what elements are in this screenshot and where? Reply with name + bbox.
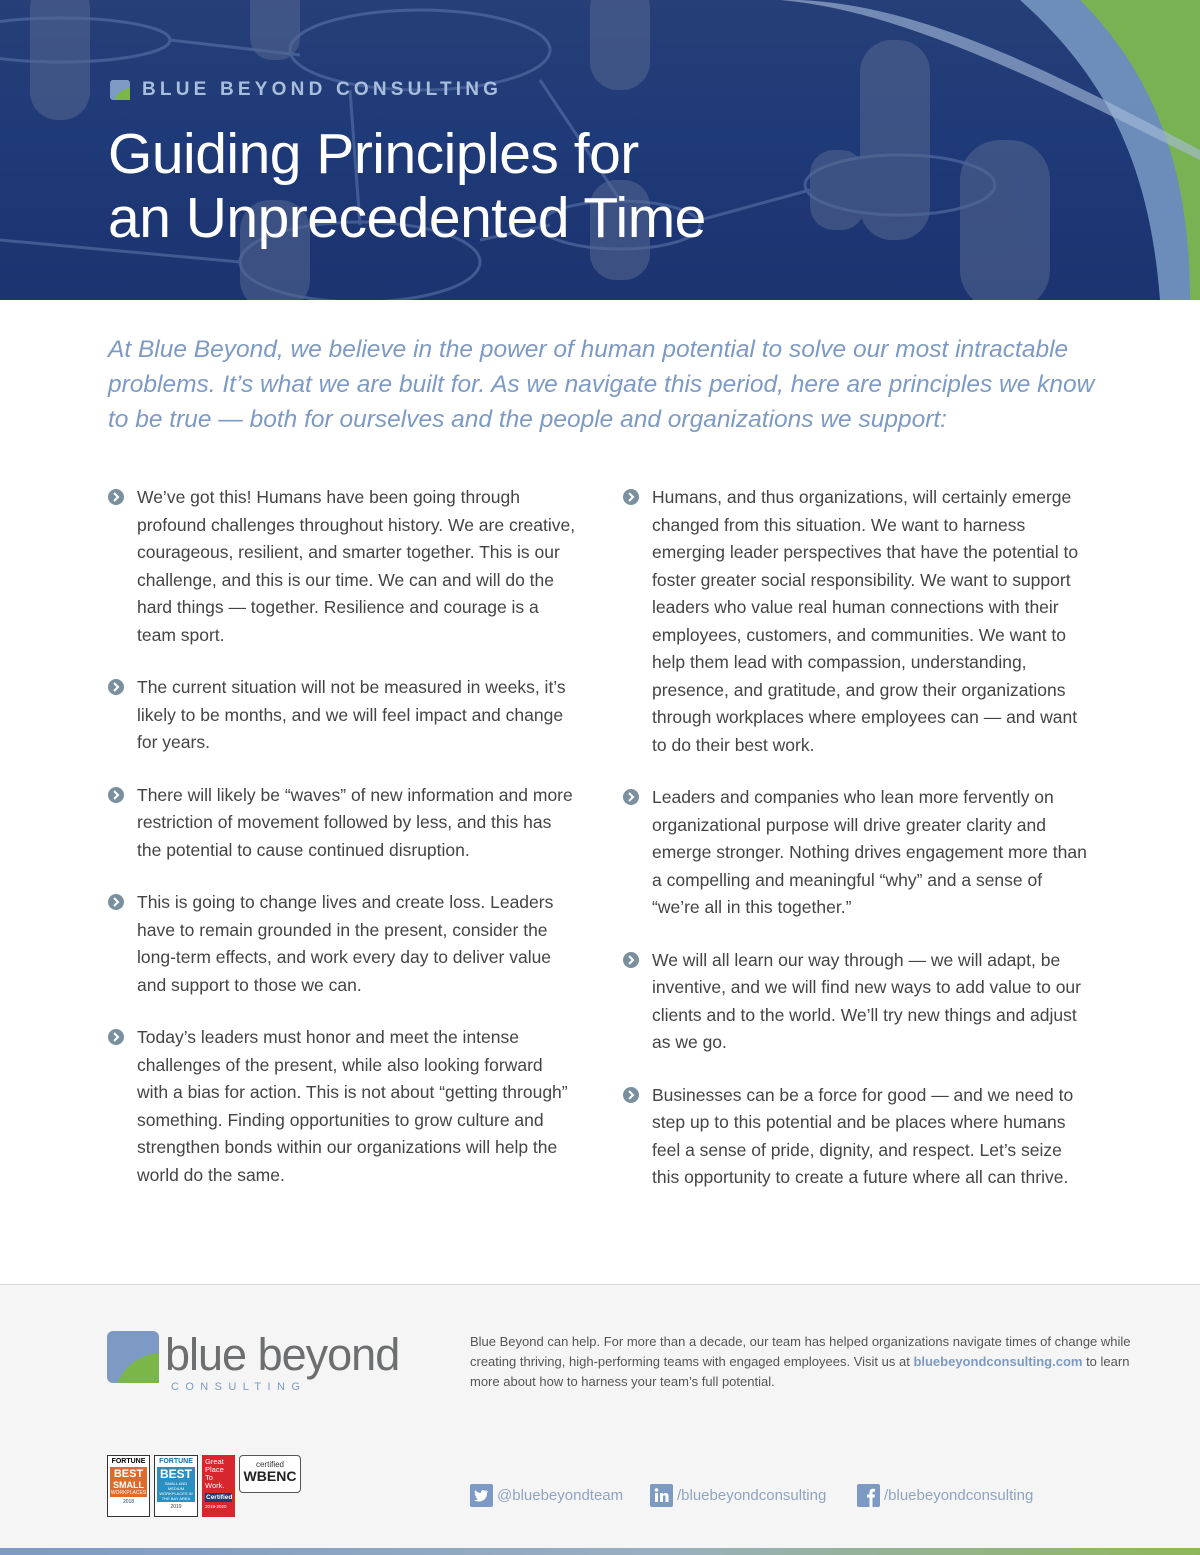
intro-paragraph: At Blue Beyond, we believe in the power of human potential to solve our most intractable problems. It’s what we are built for. As we navigate this period, here are principles we know to be true — both for ourselves and the people and organizations we support: <box>108 336 1095 433</box>
chevron-right-icon <box>108 787 124 803</box>
chevron-right-icon <box>108 1029 124 1045</box>
principle-item <box>108 782 578 865</box>
principle-item <box>623 947 1093 1057</box>
bottom-accent-bar <box>0 1548 1200 1555</box>
principle-item <box>623 784 1093 922</box>
chevron-right-icon <box>108 894 124 910</box>
chevron-right-icon <box>108 679 124 695</box>
badge-text: WORKPLACES <box>110 1490 147 1496</box>
principle-text: We will all learn our way through — we will adapt, be inventive, and we will find new ways to add value to our clients and to the world. We’ll try new things and adjust as we go. <box>652 949 1081 1052</box>
brand-name: BLUE BEYOND CONSULTING <box>142 79 503 100</box>
badge-text: SMALL AND MEDIUM WORKPLACES IN THE BAY AREA <box>159 1481 193 1501</box>
linkedin-handle: /bluebeyondconsulting <box>677 1487 827 1504</box>
facebook-icon <box>857 1484 880 1507</box>
chevron-right-icon <box>623 952 639 968</box>
principle-item <box>108 1024 578 1189</box>
principle-text: Humans, and thus organizations, will certainly emerge changed from this situation. We want to harness emerging leader perspectives that have the potential to foster greater social responsibility. We want to support leaders who value real human connections with their employees, customers, and communities. We want to help them lead with compassion, understanding, presence, and gratitude, and grow their organizations through workplaces where employees can — and want to do their best work. <box>652 487 1079 755</box>
footer <box>0 1284 1200 1555</box>
badge-text: FORTUNE <box>111 1458 146 1465</box>
footer-description <box>470 1332 1150 1392</box>
logo-mark-icon <box>107 1331 159 1383</box>
company-logo[interactable] <box>107 1331 407 1395</box>
principles-left-column <box>108 484 578 1214</box>
principle-text: There will likely be “waves” of new information and more restriction of movement followed by less, and this has the potential to cause continued disruption. <box>137 784 573 860</box>
badge-text: WBENC <box>243 1468 297 1484</box>
logo-wordmark: blue beyond <box>165 1329 400 1380</box>
chevron-right-icon <box>623 489 639 505</box>
fortune-best-small-badge <box>107 1455 150 1517</box>
chevron-right-icon <box>623 789 639 805</box>
title-line-1: Guiding Principles for <box>108 122 639 186</box>
chevron-right-icon <box>108 489 124 505</box>
footer-text-part: to learn more about how to harness your team’s full potential. <box>470 1354 1130 1389</box>
badge-text: FORTUNE <box>159 1458 193 1465</box>
principle-text: The current situation will not be measured in weeks, it’s likely to be months, and we will feel impact and change for years. <box>137 677 566 752</box>
social-linkedin[interactable] <box>650 1484 826 1507</box>
twitter-icon <box>470 1484 493 1507</box>
brand-logo-icon <box>110 80 130 100</box>
badge-year: 2019-2020 <box>205 1504 227 1509</box>
website-link[interactable]: bluebeyondconsulting.com <box>913 1354 1083 1369</box>
hero-banner <box>0 0 1200 300</box>
chevron-right-icon <box>623 1087 639 1103</box>
facebook-handle: /bluebeyondconsulting <box>884 1487 1034 1504</box>
principle-item <box>623 1082 1093 1192</box>
great-place-to-work-badge <box>202 1455 235 1517</box>
footer-text-part: Blue Beyond can help. For more than a decade, our team has helped organizations navigate times of change while creating thriving, high-performing teams with engaged employees. Visit us at <box>470 1334 1131 1369</box>
badge-text: certified <box>255 1460 284 1469</box>
principle-item <box>108 889 578 999</box>
badge-text: SMALL <box>113 1480 144 1490</box>
principle-text: This is going to change lives and create loss. Leaders have to remain grounded in the present, consider the long-term effects, and work every day to deliver value and support to those we can. <box>137 892 554 995</box>
brand-row <box>110 79 502 101</box>
title-line-2: an Unprecedented Time <box>108 186 706 250</box>
badge-text: BEST <box>159 1467 192 1481</box>
principles-right-column <box>623 484 1093 1217</box>
principle-text: Businesses can be a force for good — and we need to step up to this potential and be places where humans feel a sense of pride, dignity, and respect. Let’s seize this opportunity to create a future where all can thrive. <box>652 1084 1074 1187</box>
principle-item <box>623 484 1093 759</box>
twitter-handle: @bluebeyondteam <box>497 1487 624 1504</box>
page-title <box>108 122 706 250</box>
badge-year: 2018 <box>122 1499 135 1505</box>
badge-text: BEST <box>113 1468 144 1480</box>
principle-text: Leaders and companies who lean more fervently on organizational purpose will drive greater clarity and emerge stronger. Nothing drives engagement more than a compelling and meaningful “why” and a sense of “we’re all in this together.” <box>652 787 1087 917</box>
fortune-best-bay-area-badge <box>154 1455 198 1517</box>
social-facebook[interactable] <box>857 1484 1033 1507</box>
logo-subtitle: CONSULTING <box>171 1381 307 1393</box>
principle-text: We’ve got this! Humans have been going through profound challenges throughout history. We are creative, courageous, resilient, and smarter together. This is our challenge, and this is our time. We can and will do the hard things — together. Resilience and courage is a team sport. <box>137 487 576 645</box>
principle-text: Today’s leaders must honor and meet the intense challenges of the present, while also looking forward with a bias for action. This is not about “getting through” something. Finding opportunities to grow culture and strengthen bonds within our organizations will help the world do the same. <box>137 1027 568 1185</box>
badge-year: 2019 <box>170 1504 182 1510</box>
social-twitter[interactable] <box>470 1484 623 1507</box>
badge-text: Certified <box>206 1494 233 1501</box>
linkedin-icon <box>650 1484 673 1507</box>
principle-item <box>108 674 578 757</box>
award-badges <box>107 1455 305 1517</box>
wbenc-certified-badge <box>239 1455 301 1493</box>
badge-text: Great Place To Work. <box>205 1457 225 1490</box>
principle-item <box>108 484 578 649</box>
